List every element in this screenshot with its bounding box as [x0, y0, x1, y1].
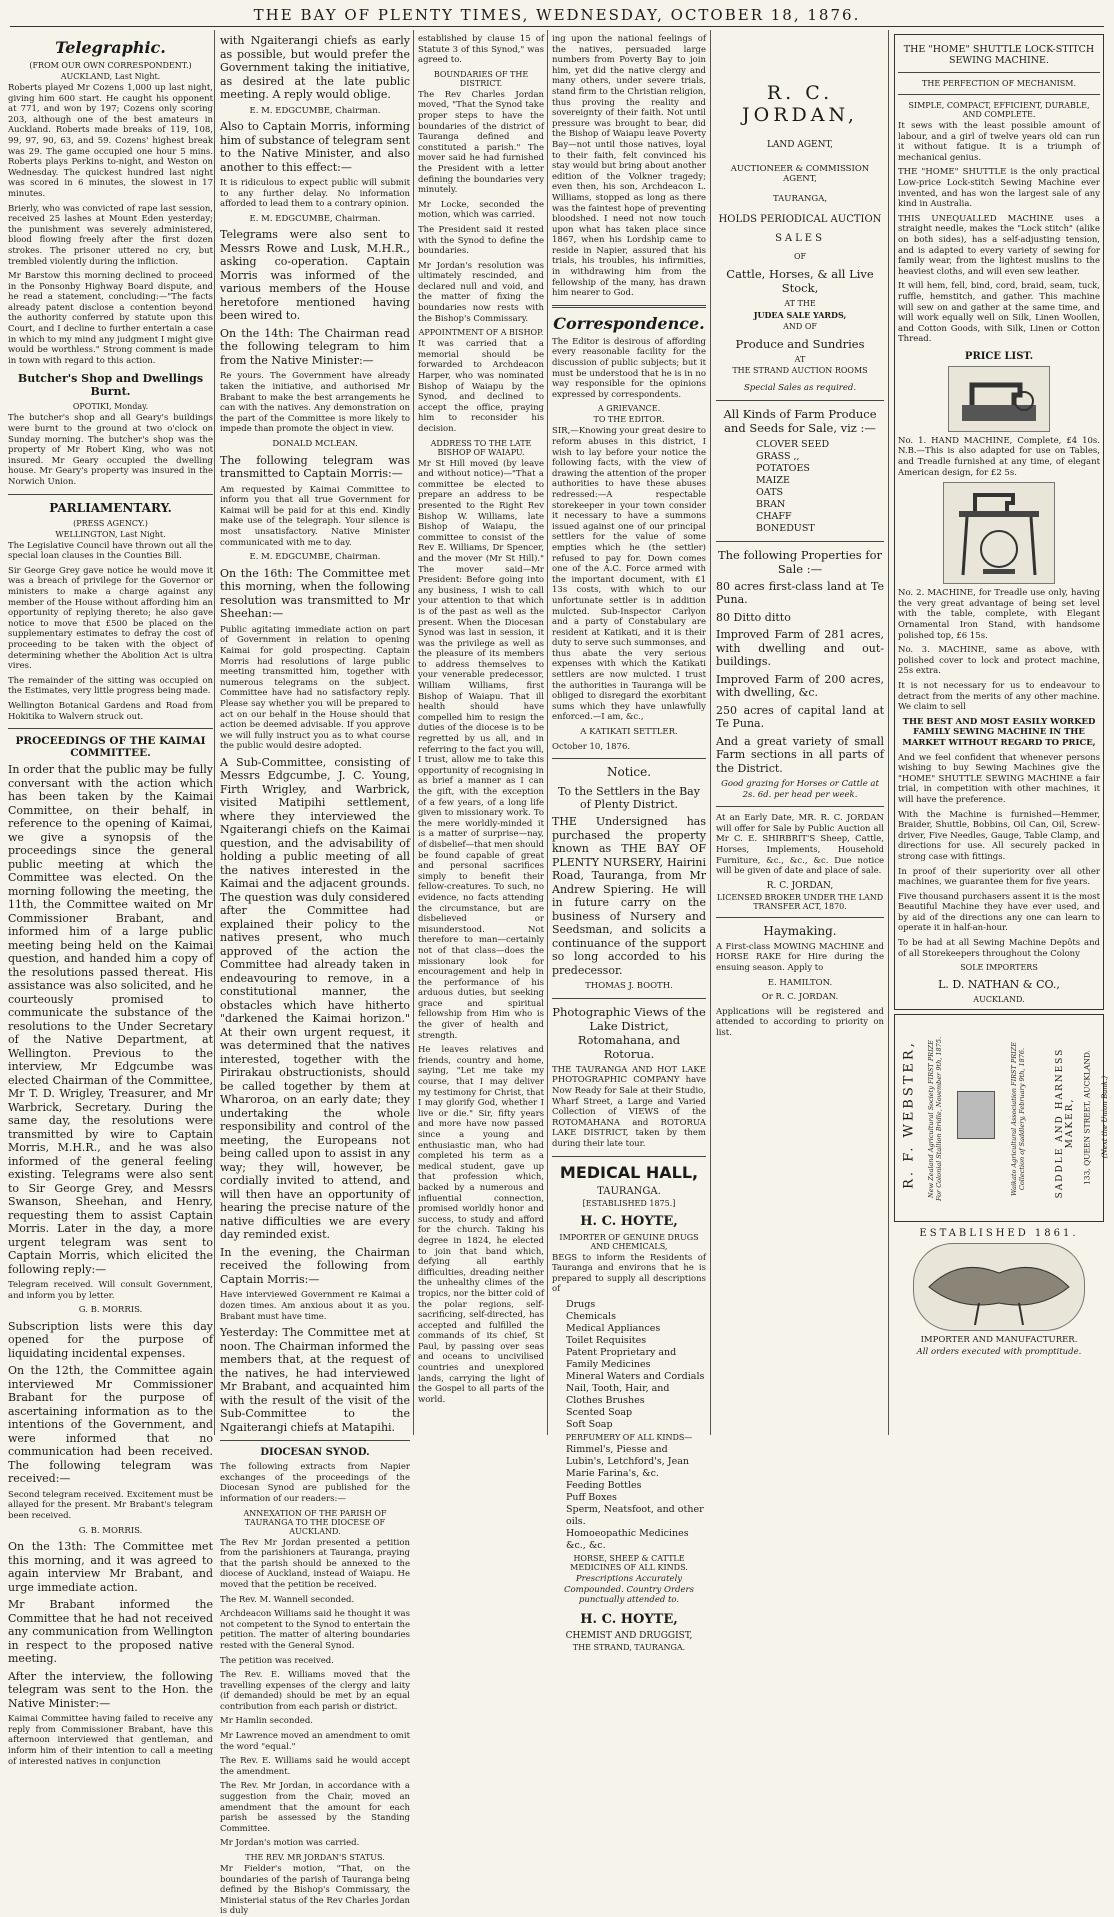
signature: G. B. MORRIS.	[78, 1525, 143, 1536]
price-item: No. 3. MACHINE, same as above, with polished cover to lock and protect machine, 25s extra.	[898, 645, 1100, 677]
paragraph: At an Early Date, MR. R. C. JORDAN will offer for Sale by Public Auction all Mr C. E. SHIRBRIT'S Sheep, Cattle, Horses, Implements, Household Furniture, &c., &c., &c. Due notice will be given of date and place of sale.	[716, 813, 884, 877]
correspondence-heading: Correspondence.	[553, 313, 705, 333]
column-3	[418, 34, 544, 1434]
strand-rooms: THE STRAND AUCTION ROOMS	[732, 366, 868, 375]
list-item: OATS	[756, 486, 783, 498]
signature: THOMAS J. BOOTH.	[585, 981, 673, 992]
and-of: AND OF	[783, 322, 817, 331]
paragraph: Subscription lists were this day opened for the purpose of liquidating incidental expenses.	[8, 1319, 213, 1360]
divider	[552, 1156, 706, 1157]
paragraph: Mr Jordan's motion was carried.	[220, 1838, 360, 1849]
editor-note: The Editor is desirous of affording every reasonable facility for the discussion of public subjects; but it must be understood that he is in no way responsible for the opinions expressed by correspondents.	[552, 336, 706, 400]
properties-heading: The following Properties for Sale :—	[717, 547, 883, 576]
divider	[898, 72, 1100, 73]
synod-heading: DIOCESAN SYNOD.	[260, 1447, 370, 1459]
broker: LICENSED BROKER UNDER THE LAND TRANSFER ACT, 1870.	[716, 892, 884, 911]
list-item: Rimmel's, Piesse and Lubin's, Letchford's, Jean Marie Farina's, &c.	[566, 1443, 689, 1479]
paragraph: with Ngaiterangi chiefs as early as possible, but would prefer the Government taking the initiative, as desired at the late public meeting. A reply would oblige.	[220, 34, 410, 101]
dateline: WELLINGTON, Last Night.	[55, 529, 166, 539]
list-item: CHAFF	[756, 510, 792, 522]
subheading: TO THE EDITOR.	[593, 415, 665, 425]
column-divider	[547, 30, 548, 1435]
paragraph: The Legislative Council have thrown out all the special loan clauses in the Counties Bill.	[8, 540, 213, 562]
paragraph: Also to Captain Morris, informing him of substance of telegram sent to the Native Minister, and also another to this effect:—	[220, 120, 410, 174]
paragraph: It sews with the least possible amount of labour, and a girl of twelve years old can run it without fatigue. It is a triumph of mechanical genius.	[898, 121, 1100, 163]
perfumery-list	[552, 1444, 706, 1552]
paragraph: Wellington Botanical Gardens and Road from Hokitika to Walvern struck out.	[8, 700, 213, 722]
perfection: THE PERFECTION OF MECHANISM.	[922, 79, 1076, 88]
subheading: THE REV. MR JORDAN'S STATUS.	[245, 1853, 385, 1862]
paragraph: Roberts played Mr Cozens 1,000 up last night, giving him 600 start. He caught his opponent at 771, and won by 197; Cozens only scoring 203, although one of the best amateurs in Auckland. Roberts made breaks of 119, 108, 99, 97, 90, 63, and 59. Cozens' highest break was 29. The game occupied one hour 5 mins. Roberts plays Perkins to-night, and Weston on Wednesday. The quickest hundred last night was scored in 6 minutes, the slowest in 17 minutes.	[8, 83, 213, 199]
column-1	[8, 34, 213, 1767]
farm-produce: All Kinds of Farm Produce and Seeds for Sale, viz :—	[723, 406, 877, 435]
divider	[220, 1440, 410, 1441]
paragraph: THIS UNEQUALLED MACHINE uses a straight needle, makes the "Lock stitch" (alike on both sides), has a self-adjusting tension, and is adapted to every variety of sewing for family wear, from the lightest muslins to the heaviest cloths, and will even sew leather.	[898, 213, 1100, 277]
auckland: AUCKLAND.	[973, 995, 1025, 1005]
subheading: APPOINTMENT OF A BISHOP.	[418, 328, 544, 338]
seed-list	[716, 439, 884, 535]
subheading: BOUNDARIES OF THE DISTRICT.	[433, 69, 529, 88]
column-6	[894, 34, 1109, 1434]
paragraph: On the 14th: The Chairman read the following telegram to him from the Native Minister:—	[220, 326, 410, 367]
medical-hall-heading: MEDICAL HALL,	[559, 1162, 699, 1182]
paragraph: The Rev Charles Jordan moved, "That the Synod take proper steps to have the boundaries of the district of Tauranga defined and constituted a parish." The mover said he had furnished the President with a letter defining the boundaries very minutely.	[418, 89, 544, 196]
paragraph: In the evening, the Chairman received the following from Captain Morris:—	[220, 1245, 410, 1286]
paragraph: The butcher's shop and all Geary's buildings were burnt to the ground at two o'clock on Sunday morning. The butcher's shop was the property of Mr Robert King, who was not insured. Mr Geary occupied the dwelling house. Mr Geary's property was insured in the Norwich Union.	[8, 413, 213, 487]
jordan-name: R. C. JORDAN,	[742, 82, 858, 126]
of: OF	[793, 252, 807, 261]
orders: All orders executed with promptitude.	[916, 1347, 1082, 1358]
paragraph: The Rev. Mr Jordan, in accordance with a suggestion from the Chair, moved an amendment that the amount for each parish be assessed by the Standing Committee.	[220, 1781, 410, 1834]
paragraph: It was carried that a memorial should be forwarded to Archdeacon Harper, who was nominated Bishop of Waiapu by the Synod, and declined to accept the office, praying him to reconsider his decision.	[418, 339, 544, 434]
divider	[8, 728, 213, 729]
paragraph: And a great variety of small Farm sections in all parts of the District.	[716, 734, 884, 775]
paragraph: The remainder of the sitting was occupied on the Estimates, very little progress being made.	[8, 675, 213, 697]
paragraph: The President said it rested with the Synod to define the boundaries.	[418, 224, 544, 257]
paragraph: ing upon the national feelings of the natives, persuaded large numbers from Poverty Bay to join him, yet did the native clergy and many others, under severe trials, stand firm to the Christian religion, thus proving the reality and sovereignty of their faith. Not until pressure was brought to bear, did the Bishop of Waiapu leave Poverty Bay—not until those natives, loyal to their faith, felt convinced his stay would but bring about another edition of the Volkner tragedy; even then, his son, Archdeacon L. Williams, stopped as long as there was the faintest hope of preventing bloodshed. I need not now touch upon what has taken place since 1867, when his Lordship came to reside in Napier, assured that his trials, his troubles, his infirmities, in withdrawing him from the fellowship of the many, has drawn him nearer to God.	[552, 34, 706, 299]
telegram: Re yours. The Government have already taken the initiative, and authorised Mr Brabant to make the best arrangements he can with the natives. Any demonstration on the part of the Committee is more likely to impede than promote the object in view.	[220, 371, 410, 435]
price-item: No. 1. HAND MACHINE, Complete, £4 10s. N.B.—This is also adapted for use on Tables, and Treadle furnished at any time, of elegant American design, for £2 5s.	[898, 435, 1100, 478]
paragraph: established by clause 15 of Statute 3 of this Synod," was agreed to.	[418, 34, 544, 66]
chemist: CHEMIST AND DRUGGIST,	[565, 1630, 693, 1641]
property: 80 acres first-class land at Te Puna.	[716, 579, 884, 607]
signature: E. M. EDGCUMBE, Chairman.	[249, 213, 381, 224]
special-sales: Special Sales as required.	[743, 383, 857, 393]
signature: G. B. MORRIS.	[78, 1305, 143, 1316]
paragraph: SIR,—Knowing your great desire to reform abuses in this district, I wish to lay before your notice the following facts, with the view of drawing the attention of the proper authorities to have these abuses redressed:—A respectable storekeeper in your town consider it necessary to have a summons issued against one of our principal settlers for the value of some empties which he (the settler) refused to pay for. Down comes one of the A.C. Force armed with the important document, with £1 13s costs, with which to our unfortunate settler is in addition mulcted. Sub-Inspector Carlyon and a party of Constabulary are resident at Katikati, and it is their duty to serve such summonses, and thus abate the very serious expenses with which the Katikati settlers are now mulcted. I trust the authorities in Tauranga will be obliged to disregard the exorbitant sums which they have unlawfully enforced.—I am, &c.,	[552, 426, 706, 723]
paragraph: Mr Brabant informed the Committee that he had not received any communication from Wellington in respect to the proposed native meeting.	[8, 1598, 213, 1666]
paragraph: In order that the public may be fully conversant with the action which has been taken by the Kaimai Committee, on their behalf, in reference to the opening of Kaimai, we give a synopsis of the proceedings since the general public meeting at which the Committee was elected. On the morning following the meeting, the 11th, the Committee waited on Mr Commissioner Brabant, and informed him of a large public meeting being held on the Kaimai question, and handed him a copy of the resolutions passed thereat. His assistance was also solicited, and he courteously promised to communicate the substance of the resolutions to the Under Secretary of the Native Department, at Wellington. Previous to the interview, Mr Edgcumbe was elected Chairman of the Committee, Mr T. D. Wrigley, Treasurer, and Mr Warbrick, Secretary. During the same day, the resolutions were transmitted by wire to Captain Morris, M.H.R., and he was also informed of the general feeling existing. Telegrams were also sent to Sir George Grey, and Messrs Swanson, Sheehan, and Henry, requesting them to assist Captain Morris. Later in the day, a more urgent telegram was sent to Captain Morris, which elicited the following reply:—	[8, 763, 213, 1276]
signature: DONALD MCLEAN.	[272, 439, 358, 450]
holds: HOLDS PERIODICAL AUCTION	[718, 214, 882, 225]
divider	[716, 400, 884, 401]
subheading: A GRIEVANCE.	[597, 404, 661, 414]
webster-ad	[894, 1014, 1109, 1222]
press-agency: (PRESS AGENCY.)	[73, 518, 148, 528]
masthead: THE BAY OF PLENTY TIMES, WEDNESDAY, OCTOBER 18, 1876.	[253, 6, 861, 24]
divider	[552, 758, 706, 759]
paragraph: THE Undersigned has purchased the property known as THE BAY OF PLENTY NURSERY, Hairini Road, Tauranga, from Mr Andrew Spiering. He will in future carry on the business of Nursery and Seedsman, and solicits a continuance of the support so long accorded to his predecessor.	[552, 815, 706, 977]
paragraph: To be had at all Sewing Machine Depôts and of all Storekeepers throughout the Colony	[898, 938, 1100, 959]
saddle-maker: SADDLE AND HARNESS MAKER,	[1055, 1047, 1075, 1199]
signature: R. C. JORDAN,	[766, 880, 834, 891]
paragraph: Archdeacon Williams said he thought it was not competent to the Synod to entertain the petition. The matter of altering boundaries rested with the General Synod.	[220, 1609, 410, 1651]
list-item: Soft Soap	[566, 1418, 613, 1430]
auctioneer: AUCTIONEER & COMMISSION AGENT,	[730, 164, 870, 184]
queen-street: 133, QUEEN STREET, AUCKLAND.	[1082, 1050, 1092, 1186]
subheading: ADDRESS TO THE LATE BISHOP OF WAIAPU.	[430, 438, 532, 457]
paragraph: The following extracts from Napier exchanges of the proceedings of the Diocesan Synod are published for the information of our readers:—	[220, 1462, 410, 1504]
paragraph: The petition was received.	[220, 1655, 334, 1666]
paragraph: With the Machine is furnished—Hemmer, Braider, Shuttle, Bobbins, Oil Can, Oil, Screw-driver, Five Needles, Gauge, Table Clamp, and directions for use. All securely packed in strong case with fittings.	[898, 809, 1100, 862]
column-divider	[214, 30, 215, 1435]
price-list: PRICE LIST.	[964, 350, 1034, 362]
paragraph: A Sub-Committee, consisting of Messrs Edgcumbe, J. C. Young, Firth Wrigley, and Warbrick, visited Matipihi settlement, where they interviewed the Ngaiterangi chiefs on the Kaimai question, and the advisability of holding a public meeting of all the natives interested in the Kaimai and the adjacent grounds. The question was duly considered after the Committee had explained their policy to the natives present, who much approved of the action the Committee had already taken in endeavouring to remove, in a constitutional manner, the obstacles which have hitherto "darkened the Kaimai horizon." At their own urgent request, it was determined that the natives interested, together with the Pirirakau obstructionists, should be called together by them at Wharoroa, on an early date; they undertaking the whole responsibility and control of the meeting, the Europeans not being called upon to assist in any way; they will, however, be cordially invited to attend, and will then have an opportunity of hearing the precise nature of the native difficulties we are every day reminded exist.	[220, 755, 410, 1242]
column-4	[552, 34, 706, 1652]
signature: E. HAMILTON.	[767, 977, 833, 988]
treadle-machine-illustration	[943, 482, 1055, 584]
paragraph: In proof of their superiority over all other machines, we guarantee them for five years.	[898, 866, 1100, 888]
sewing-ad	[894, 34, 1104, 1010]
divider	[552, 998, 706, 999]
at-the: AT THE	[784, 299, 816, 308]
paragraph: Five thousand purchasers assent it is the most Beautiful Machine they have ever used, and by aid of the directions any one can learn to operate it in half-an-hour.	[898, 891, 1100, 934]
paragraph: BEGS to inform the Residents of Tauranga and environs that he is prepared to supply all descriptions of	[552, 1252, 706, 1295]
list-item: Drugs	[566, 1298, 596, 1310]
horse-icon	[957, 1091, 995, 1139]
drug-list	[552, 1299, 706, 1431]
paragraph: And we feel confident that whenever persons wishing to buy Sewing Machines give the "HOME" SHUTTLE SEWING MACHINE a fair trial, in competition with other machines, it will have the preference.	[898, 752, 1100, 805]
paragraph: Mr Jordan's resolution was ultimately rescinded, and declared null and void, and the matter of fixing the boundaries now rests with the Bishop's Commissary.	[418, 260, 544, 324]
webster-name: R. F. WEBSTER,	[901, 1040, 917, 1190]
property: Improved Farm of 281 acres, with dwelling and out-buildings.	[716, 628, 884, 669]
column-5	[716, 34, 884, 1434]
column-2	[220, 34, 410, 1917]
perfumery-heading: PERFUMERY OF ALL KINDS—	[565, 1432, 693, 1442]
hoyte-name: H. C. HOYTE,	[580, 1611, 678, 1627]
list-item: &c., &c.	[566, 1539, 606, 1551]
list-item: MAIZE	[756, 474, 790, 486]
telegram: It is ridiculous to expect public will submit to any further delay. No information afforded to lead them to a contrary opinion.	[220, 178, 410, 210]
list-item: BONEDUST	[756, 522, 815, 534]
list-item: Scented Soap	[566, 1406, 633, 1418]
property: 80 Ditto ditto	[716, 610, 791, 624]
paragraph: A First-class MOWING MACHINE and HORSE RAKE for Hire during the ensuing season. Apply to	[716, 941, 884, 974]
paragraph: THE "HOME" SHUTTLE is the only practical Low-price Lock-stitch Sewing Machine ever invented, and has won the largest sale of any kind in Australia.	[898, 167, 1100, 210]
nz-prize: New Zealand Agricultural Society FIRST PRIZE For Colonial Stallion Bridle, November 9th, 1875.	[927, 1037, 943, 1202]
paragraph: Telegrams were also sent to Messrs Rowe and Lusk, M.H.R., asking co-operation. Captain Morris was informed of the various members of the House heretofore mentioned having been wired to.	[220, 228, 410, 323]
list-item: GRASS ,,	[756, 450, 800, 462]
date: October 10, 1876.	[552, 741, 631, 752]
list-item: Homoeopathic Medicines	[566, 1527, 689, 1539]
prescriptions: Prescriptions Accurately Compounded. Country Orders punctually attended to.	[564, 1573, 694, 1606]
established: ESTABLISHED 1861.	[919, 1228, 1079, 1240]
list-item: Mineral Waters and Cordials	[566, 1370, 705, 1382]
hoyte-subtitle: IMPORTER OF GENUINE DRUGS AND CHEMICALS,	[559, 1232, 699, 1251]
saddle-illustration	[913, 1243, 1085, 1331]
paragraph: Mr Hamlin seconded.	[220, 1716, 313, 1727]
list-item: CLOVER SEED	[756, 438, 830, 450]
list-item: Chemicals	[566, 1310, 616, 1322]
notice-heading: Notice.	[606, 765, 652, 780]
paragraph: Sir George Grey gave notice he would move it was a breach of privilege for the Governor or ministers to make a charge against any member of the House without affording him an opportunity of replying thereto; he also gave notice to move that £500 be placed on the supplementary estimates to defray the cost of proceeding to be taken with the object of determining whether the Abolition Act is ultra vires.	[8, 565, 213, 672]
telegram: Am requested by Kaimai Committee to inform you that all true Government for Kaimai will be paid for at this end. Kindly make use of the telegraph. Your silence is most unsatisfactory. Native Minister communicated with me to day.	[220, 484, 410, 548]
notice-to: To the Settlers in the Bay of Plenty District.	[558, 785, 700, 812]
list-item: BRAN	[756, 498, 786, 510]
signature: E. M. EDGCUMBE, Chairman.	[249, 105, 381, 116]
telegram: Public agitating immediate action on part of Government in relation to opening Kaimai for gold prospecting. Captain Morris had resolutions of large public meeting transmitted him, together with numerous telegrams on the subject. Committee have had no satisfactory reply. Please say whether you will be prepared to act on our behalf in the House should that action be deemed advisable. If you approve we will fully instruct you as to what course the public would desire adopted.	[220, 624, 410, 752]
paragraph: He leaves relatives and friends, country and home, saying, "Let me take my course, that I may deliver my testimony for Christ, that I may glorify God, whether I live or die." Sir, fifty years and more have now passed since a young and enthusiastic man, who had completed his term as a medical student, gave up that profession which, backed by a numerous and influential connection, promised worldly honor and success, to study and afford for the church. Taking his degree in 1824, he elected to join that band which, defying all earthly difficulties, dreading neither the unhealthy climes of the tropics, nor the bitter cold of the polar regions, self-sacrificing, self-directed, has accepted and fulfilled the commands of its chief, St Paul, by passing over seas and oceans to uncivilised countries and unexplored lands, carrying the light of the Gospel to all parts of the world.	[418, 1045, 544, 1405]
telegram: Have interviewed Government re Kaimai a dozen times. Am anxious about it as you. Brabant must have time.	[220, 1290, 410, 1322]
price-item: No. 2. MACHINE, for Treadle use only, having the very great advantage of being set level with the table, complete, with Elegant Ornamental Iron Stand, with handsome polished top, £6 15s.	[898, 588, 1100, 641]
sole-importers: SOLE IMPORTERS	[960, 963, 1038, 973]
dateline: OPOTIKI, Monday.	[72, 402, 149, 412]
telegram: Second telegram received. Excitement must be allayed for the present. Mr Brabant's telegram been received.	[8, 1489, 213, 1522]
list-item: Sperm, Neatsfoot, and other oils.	[566, 1503, 704, 1527]
strand-address: THE STRAND, TAURANGA.	[572, 1642, 686, 1652]
column-divider	[413, 30, 414, 1435]
paragraph: THE BEST AND MOST EASILY WORKED FAMILY SEWING MACHINE IN THE MARKET WITHOUT REGARD TO PRICE,	[902, 716, 1096, 748]
paragraph: Brierly, who was convicted of rape last session, received 25 lashes at Mount Eden yesterday; the punishment was severely administered, blood flowing freely after the first dozen strokes. The prisoner uttered no cry, but trembled violently during the infliction.	[8, 203, 213, 267]
paragraph: Yesterday: The Committee met at noon. The Chairman informed the members that, at the request of the natives, he had interviewed Mr Brabant, and acquainted him with the result of the visit of the Sub-Committee to the Ngaiterangi chiefs at Matapihi.	[220, 1326, 410, 1434]
kaimai-heading: PROCEEDINGS OF THE KAIMAI COMMITTEE.	[15, 735, 206, 760]
paragraph: On the 12th, the Committee again interviewed Mr Commissioner Brabant for the purpose of ascertaining information as to the intentions of the Government, and were informed that no communication had been received. The following telegram was received:—	[8, 1364, 213, 1486]
divider	[716, 541, 884, 542]
paragraph: It is not necessary for us to endeavour to detract from the merits of any other machine. We claim to sell	[898, 681, 1100, 713]
paragraph: The Rev. M. Wannell seconded.	[220, 1594, 355, 1605]
list-item: Patent Proprietary and Family Medicines	[566, 1346, 677, 1370]
butcher-heading: Butcher's Shop and Dwellings Burnt.	[17, 372, 204, 399]
simple: SIMPLE, COMPACT, EFFICIENT, DURABLE, AND COMPLETE.	[908, 101, 1090, 119]
produce: Produce and Sundries	[735, 337, 865, 351]
paragraph: Mr Locke, seconded the motion, which was carried.	[418, 199, 544, 221]
paragraph: On the 13th: The Committee met this morning, and it was agreed to again interview Mr Brabant, and urge immediate action.	[8, 1540, 213, 1594]
at: AT	[794, 355, 806, 364]
list-item: Puff Boxes	[566, 1491, 617, 1503]
paragraph: Mr Lawrence moved an amendment to omit the word "equal."	[220, 1731, 410, 1752]
telegraphic-heading: Telegraphic.	[55, 38, 166, 57]
hoyte-name: H. C. HOYTE,	[580, 1213, 678, 1229]
paragraph: Mr Barstow this morning declined to proceed in the Ponsonby Highway Board dispute, and he read a statement, concluding:—"The facts already patent disclose a contention beyond the authority conferred by statute upon this Court, and I decline to further entertain a case in which to my mind any judgment I might give would be worthless." Strong comment is made in town with regard to this action.	[8, 271, 213, 366]
signature: E. M. EDGCUMBE, Chairman.	[249, 552, 381, 563]
paragraph: On the 16th: The Committee met this morning, when the following resolution was transmitted to Mr Sheehan:—	[220, 566, 410, 621]
photo-heading: Photographic Views of the Lake District, Rotomahana, and Rotorua.	[552, 1004, 706, 1061]
importer: IMPORTER AND MANUFACTURER.	[920, 1335, 1078, 1346]
dateline: AUCKLAND, Last Night.	[60, 72, 161, 81]
medical-town: TAURANGA.	[597, 1185, 661, 1197]
sewing-machine-icon	[954, 371, 1044, 427]
divider	[552, 305, 706, 308]
land-agent: LAND AGENT,	[766, 140, 834, 150]
subheading: ANNEXATION OF THE PARISH OF TAURANGA TO THE DIOCESE OF AUCKLAND.	[243, 1508, 387, 1536]
list-item: POTATOES	[756, 462, 810, 474]
paragraph: After the interview, the following telegram was sent to the Hon. the Native Minister:—	[8, 1669, 213, 1710]
list-item: Medical Appliances	[566, 1322, 661, 1334]
grazing: Good grazing for Horses or Cattle at 2s. 6d. per head per week.	[721, 779, 879, 800]
judea: JUDEA SALE YARDS,	[753, 310, 847, 320]
horse-medicines: HORSE, SHEEP & CATTLE MEDICINES OF ALL KINDS.	[570, 1553, 688, 1572]
paragraph: The Rev. E. Williams moved that the travelling expenses of the clergy and laity (if demanded) should be met by an equal contribution from each parish or district.	[220, 1670, 410, 1712]
telegram: Telegram received. Will consult Government, and inform you by letter.	[8, 1280, 213, 1301]
property: Improved Farm of 200 acres, with dwelling, &c.	[716, 672, 884, 700]
sales: SALES	[775, 233, 825, 244]
divider	[898, 94, 1100, 95]
list-item: Feeding Bottles	[566, 1479, 642, 1491]
paragraph: THE TAURANGA AND HOT LAKE PHOTOGRAPHIC COMPANY have Now Ready for Sale at their Studio, Wharf Street, a Large and Varied Collection of VIEWS of the ROTOMAHANA and ROTORUA LAKE DISTRICT, taken by them during their late tour.	[552, 1064, 706, 1149]
column-divider	[888, 30, 889, 1435]
list-item: Toilet Requisites	[566, 1334, 647, 1346]
paragraph: Mr St Hill moved (by leave and without notice)—"That a committee be elected to prepare an address to be presented to the Right Rev Bishop W. Williams, late Bishop of Waiapu, the committee to consist of the Rev E. Williams, Dr Spencer, and the mover (Mr St Hill)." The mover said—Mr President: Before going into any business, I wish to call your attention to that which is of the past as well as the present. When the Diocesan Synod was last in session, it was the privilege as well as the pleasure of its members to address themselves to your venerable predecessor, William Williams, first Bishop of Waiapu. That ill health should have compelled him to resign the duties of the diocese is to be regretted by us all, and in referring to the fact you will, I trust, allow me to take this opportunity of recognising in as brief a manner as I can the gift, with the exception of a few years, of a long life given to missionary work. To the mere worldly-minded it is a matter of surprise—nay, of disbelief—that men should be found capable of great and personal sacrifices simply to benefit their fellow-creatures. To such, no evidence, no facts attending the circumstance, but are disbelieved or misunderstood. Not therefore to man—certainly not of that class—does the missionary look for encouragement and help in the performance of his arduous duties, but seeking grace and spiritual fellowship from Him who is the giver of health and strength.	[418, 458, 545, 1041]
established: [ESTABLISHED 1875.]	[582, 1198, 676, 1208]
signature: Or R. C. JORDAN.	[761, 992, 839, 1003]
paragraph: Applications will be registered and attended to according to priority on list.	[716, 1006, 884, 1038]
paragraph: The following telegram was transmitted to Captain Morris:—	[220, 453, 410, 481]
waikato-prize: Waikato Agricultural Association FIRST PRIZE Collection of Saddlery, February 9th, 1876.	[1010, 1042, 1026, 1197]
signature: A KATIKATI SETTLER.	[580, 727, 678, 738]
property: 250 acres of capital land at Te Puna.	[716, 703, 884, 731]
town: TAURANGA,	[772, 194, 828, 204]
divider	[716, 917, 884, 918]
column-divider	[710, 30, 711, 1435]
divider	[716, 806, 884, 807]
hand-machine-illustration	[948, 366, 1050, 432]
own-correspondent: (FROM OUR OWN CORRESPONDENT.)	[29, 61, 192, 70]
nathan: L. D. NATHAN & CO.,	[938, 978, 1060, 992]
parliamentary-heading: PARLIAMENTARY.	[49, 500, 172, 515]
paragraph: The Rev. E. Williams said he would accept the amendment.	[220, 1756, 410, 1777]
masthead-rule	[10, 26, 1104, 27]
paragraph: Kaimai Committee having failed to receive any reply from Commissioner Brabant, have this afternoon interviewed that gentleman, and inform him of their intention to call a meeting of interested natives in conjunction	[8, 1714, 213, 1767]
paragraph: It will hem, fell, bind, cord, braid, seam, tuck, ruffle, hemstitch, and gather. This machine will sew on and gather at the same time, and will work equally well on Silk, Linen Woollen, and Cotton Goods, with Silk, Linen or Cotton Thread.	[898, 281, 1100, 345]
union-bank: (Next the Union Bank.)	[1101, 1076, 1109, 1159]
treadle-machine-icon	[949, 487, 1049, 579]
paragraph: Mr Fielder's motion, "That, on the boundaries of the parish of Tauranga being defined by the Bishop's Commissary, the Ministerial status of the Rev Charles Jordan is duly	[220, 1864, 410, 1917]
paragraph: The Rev Mr Jordan presented a petition from the parishioners at Tauranga, praying that the parish should be annexed to the diocese of Auckland, instead of Waiapu. He moved that the petition be received.	[220, 1537, 410, 1590]
list-item: Nail, Tooth, Hair, and Clothes Brushes	[566, 1382, 670, 1406]
cattle: Cattle, Horses, & all Live Stock,	[726, 267, 874, 295]
saddle-icon	[919, 1247, 1079, 1327]
haymaking-heading: Haymaking.	[763, 923, 837, 938]
sewing-heading: THE "HOME" SHUTTLE LOCK-STITCH SEWING MACHINE.	[903, 44, 1095, 66]
divider	[8, 494, 213, 495]
